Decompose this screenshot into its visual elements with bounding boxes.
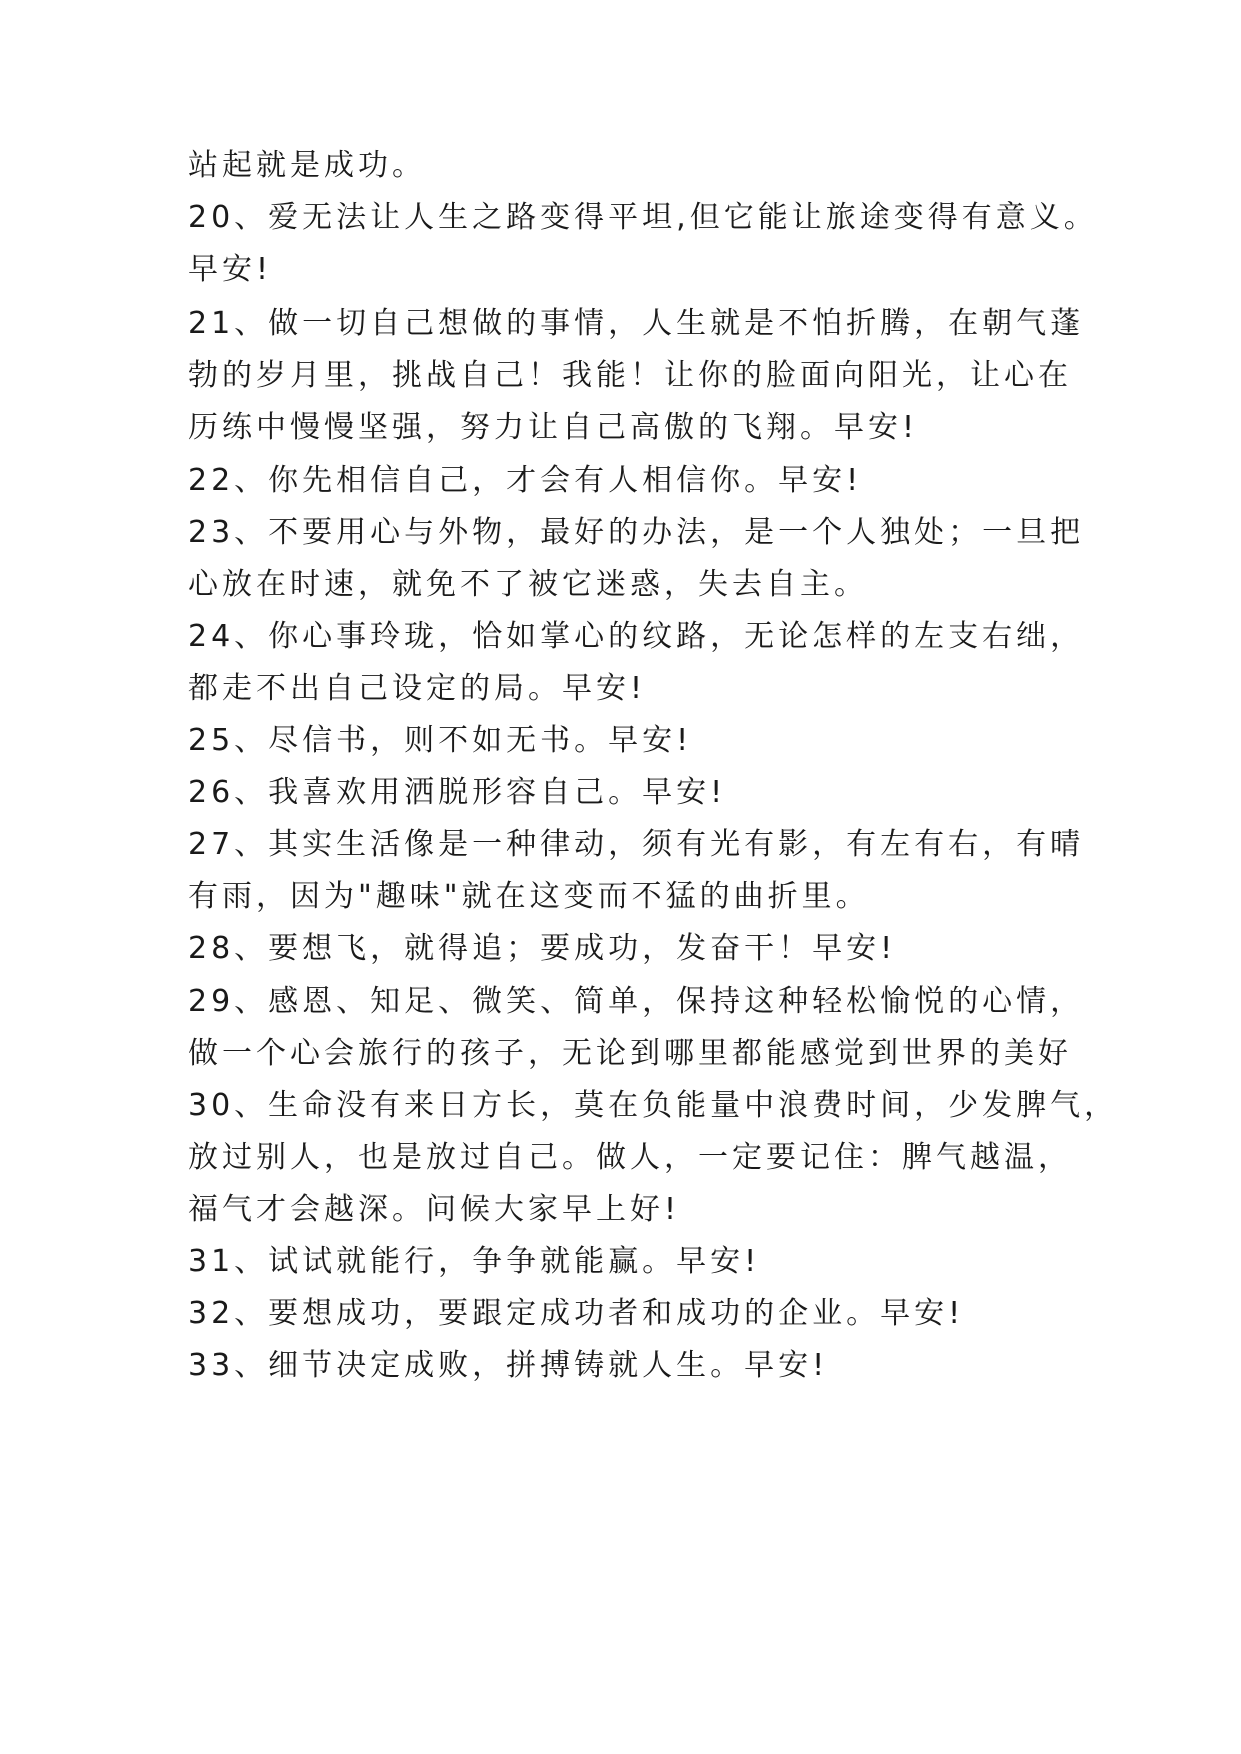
text-line: 站起就是成功。 <box>188 148 426 183</box>
text-line: 21、做一切自己想做的事情，人生就是不怕折腾，在朝气蓬 <box>188 306 1085 341</box>
text-line: 30、生命没有来日方长，莫在负能量中浪费时间，少发脾气， <box>188 1088 1119 1123</box>
text-line: 23、不要用心与外物，最好的办法，是一个人独处；一旦把 <box>188 515 1085 550</box>
text-line: 29、感恩、知足、微笑、简单，保持这种轻松愉悦的心情， <box>188 984 1085 1019</box>
text-line: 22、你先相信自己，才会有人相信你。早安! <box>188 463 863 498</box>
text-line: 有雨，因为"趣味"就在这变而不猛的曲折里。 <box>188 879 870 914</box>
text-line: 20、爱无法让人生之路变得平坦,但它能让旅途变得有意义。 <box>188 200 1098 235</box>
text-line: 福气才会越深。问候大家早上好! <box>188 1192 681 1227</box>
text-line: 早安! <box>188 252 273 287</box>
text-line: 历练中慢慢坚强，努力让自己高傲的飞翔。早安! <box>188 410 919 445</box>
text-line: 27、其实生活像是一种律动，须有光有影，有左有右，有晴 <box>188 827 1085 862</box>
text-line: 放过别人，也是放过自己。做人，一定要记住：脾气越温， <box>188 1140 1072 1175</box>
text-line: 25、尽信书，则不如无书。早安! <box>188 723 693 758</box>
text-line: 都走不出自己设定的局。早安! <box>188 671 647 706</box>
text-line: 做一个心会旅行的孩子，无论到哪里都能感觉到世界的美好 <box>188 1036 1072 1071</box>
text-line: 24、你心事玲珑，恰如掌心的纹路，无论怎样的左支右绌， <box>188 619 1085 654</box>
text-line: 33、细节决定成败，拼搏铸就人生。早安! <box>188 1348 829 1383</box>
text-line: 32、要想成功，要跟定成功者和成功的企业。早安! <box>188 1296 965 1331</box>
text-line: 心放在时速，就免不了被它迷惑，失去自主。 <box>188 567 868 602</box>
text-line: 26、我喜欢用洒脱形容自己。早安! <box>188 775 727 810</box>
text-line: 勃的岁月里，挑战自己！我能！让你的脸面向阳光，让心在 <box>188 358 1072 393</box>
text-line: 28、要想飞，就得追；要成功，发奋干！早安! <box>188 931 897 966</box>
text-line: 31、试试就能行，争争就能赢。早安! <box>188 1244 761 1279</box>
